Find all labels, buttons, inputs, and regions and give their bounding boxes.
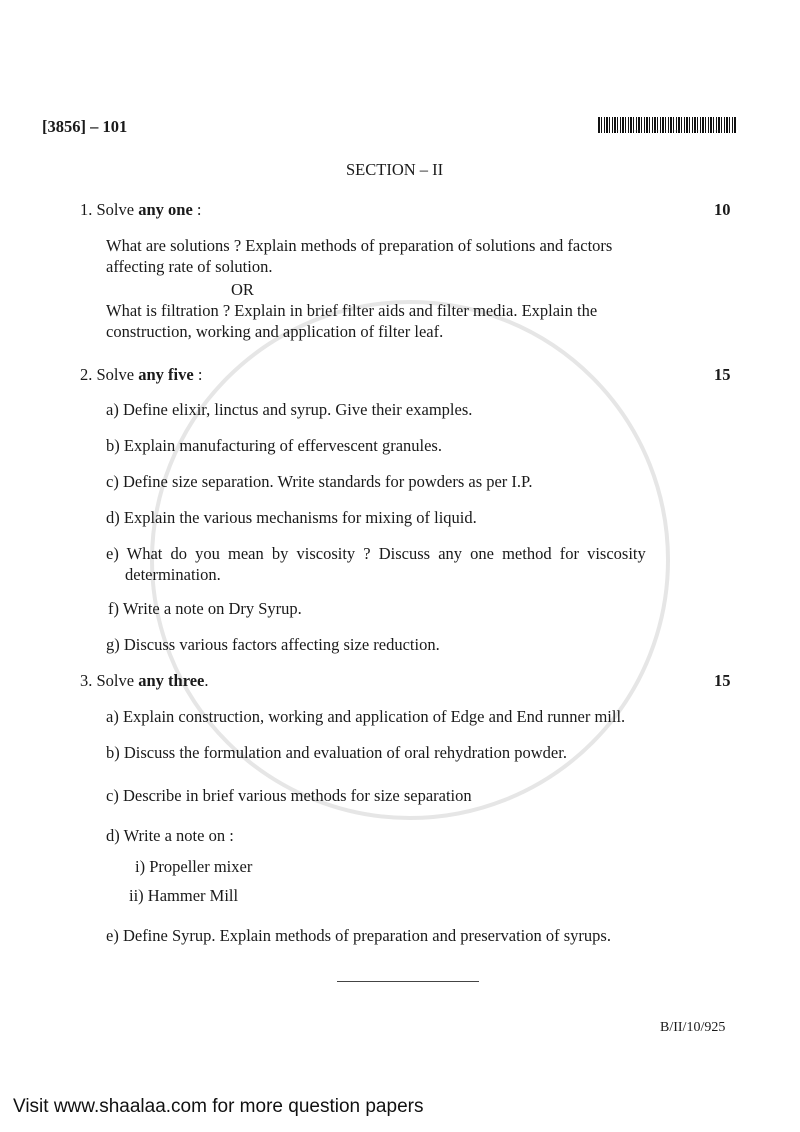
q3-item-e: e) Define Syrup. Explain methods of preparation and preservation of syrups. (106, 926, 611, 945)
section-title: SECTION – II (346, 160, 444, 179)
q2-item-g: g) Discuss various factors affecting size reduction. (106, 635, 440, 654)
q1-line: What are solutions ? Explain methods of preparation of solutions and factors (106, 236, 613, 255)
q3-subitem-ii: ii) Hammer Mill (129, 886, 239, 905)
barcode (598, 117, 736, 133)
q1-line: What is filtration ? Explain in brief filter aids and filter media. Explain the (106, 301, 598, 320)
page-code: B/II/10/925 (660, 1020, 726, 1035)
q1-line: construction, working and application of filter leaf. (106, 322, 444, 341)
q2-item-e-cont: determination. (125, 565, 221, 584)
q1-line: affecting rate of solution. (106, 257, 273, 276)
q3-item-d: d) Write a note on : (106, 826, 234, 845)
q1-or: OR (231, 280, 254, 299)
question-3-heading: 3. Solve any three. (80, 671, 209, 690)
q2-item-d: d) Explain the various mechanisms for mixing of liquid. (106, 508, 477, 527)
footer-link-text: Visit www.shaalaa.com for more question papers (13, 1096, 424, 1117)
q2-item-b: b) Explain manufacturing of effervescent granules. (106, 436, 442, 455)
question-2-marks: 15 (714, 365, 731, 384)
question-2-heading: 2. Solve any five : (80, 365, 203, 384)
q3-item-c: c) Describe in brief various methods for size separation (106, 786, 472, 805)
q2-item-c: c) Define size separation. Write standards for powders as per I.P. (106, 472, 533, 491)
end-rule (337, 981, 479, 982)
question-1-marks: 10 (714, 200, 731, 219)
q3-item-a: a) Explain construction, working and application of Edge and End runner mill. (106, 707, 626, 726)
paper-code: [3856] – 101 (42, 117, 128, 136)
q3-item-b: b) Discuss the formulation and evaluation of oral rehydration powder. (106, 743, 567, 762)
q2-item-a: a) Define elixir, linctus and syrup. Give their examples. (106, 400, 473, 419)
q2-item-f: f) Write a note on Dry Syrup. (108, 599, 302, 618)
question-3-marks: 15 (714, 671, 731, 690)
q2-item-e: e) What do you mean by viscosity ? Discuss any one method for viscosity (106, 544, 646, 563)
q3-subitem-i: i) Propeller mixer (135, 857, 253, 876)
question-1-heading: 1. Solve any one : (80, 200, 202, 219)
